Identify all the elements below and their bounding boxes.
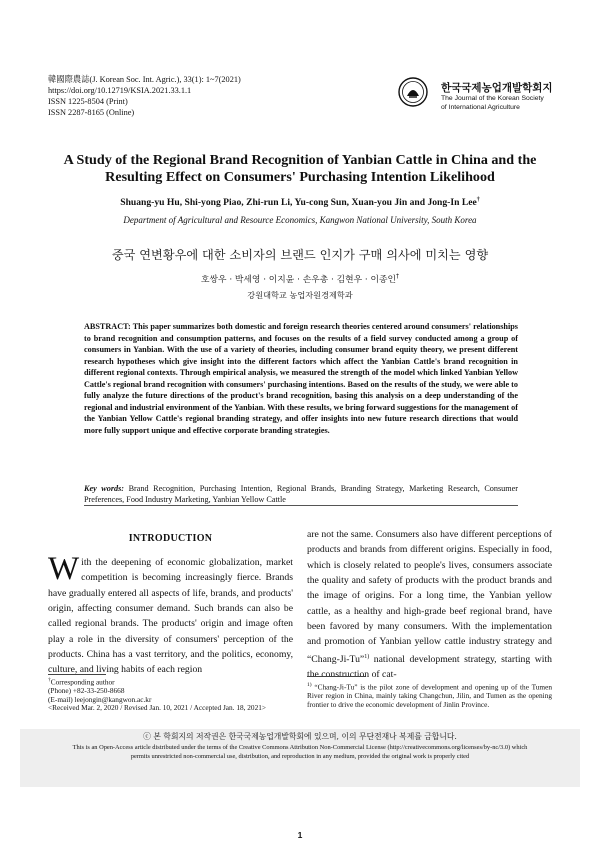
korean-title: 중국 연변황우에 대한 소비자의 브랜드 인지가 구매 의사에 미치는 영향 [111,248,489,262]
intro-left-text: ith the deepening of economic globalization, market competition is becoming increasingly fierce. Brands have gradually entered all aspects of life, brands, and products' origin, affecting consumer demand. Such brands can also be called regional brands. The products' origin and image often play a role in the diversity of consumers' perception of the products. China has a vast territory, and the politics, economy, culture, and living habits of each region [48,557,293,676]
keywords-label: Key words: [84,484,125,493]
society-name-kr: 한국국제농업개발학회지 [441,82,553,94]
journal-citation: 韓國際農誌(J. Korean Soc. Int. Agric.), 33(1): 1~7(2021) [48,75,241,84]
intro-right-column [307,527,552,683]
phone-line: (Phone) +82-33-250-8668 [48,686,125,696]
intro-right-text-1: are not the same. Consumers also have different perceptions of products and brands from different origins. Especially in food, which is closely related to people's lives, consumers associate the quality and safety of products with the product brands and the image of origins. For a long time, the Yanbian yellow cattle, as a healthy and high-grade beef regional brand, have been favored by many consumers. With the implementation and promotion of Yanbian yellow cattle industry strategy and “Chang-Ji-Tu” [307,529,552,665]
keywords-divider [84,505,518,506]
society-name-en-1: The Journal of the Korean Society [441,95,544,102]
society-name-en-2: of International Agriculture [441,104,520,111]
corresponding-author-label: Corresponding author [50,677,115,687]
footnote-rule-left [48,674,106,675]
intro-left-column [48,551,293,678]
footnote-ref-1[interactable]: 1) [364,653,370,660]
korean-corresponding-mark: † [395,273,399,281]
corresponding-footnote-mark: † [48,677,51,683]
copyright-notice-kr: ⓒ 본 학회지의 저작권은 한국국제농업개발학회에 있으며, 이의 무단전재나 복제를 금합니다. [143,732,457,741]
intro-right-text-2: national development strategy, starting with the construction of cat- [307,653,552,681]
corresponding-footnote [48,676,298,713]
footnote-1-text: “Chang-Ji-Tu” is the pilot zone of development and opening up of the Tumen River region in China, mainly taking Changchun, Jilin, and Tumen as the opening frontier to drive the economic development of Jinlin Province. [307,682,552,709]
paper-title-line-2: Resulting Effect on Consumers' Purchasing Intention Likelihood [105,169,495,185]
paper-title-line-1: A Study of the Regional Brand Recognition of Yanbian Cattle in China and the [63,152,537,168]
issn-print: ISSN 1225-8504 (Print) [48,97,128,106]
corresponding-mark: † [476,197,480,203]
abstract [84,321,518,436]
korean-affiliation: 강원대학교 농업자원경제학과 [247,290,353,300]
author-names: Shuang-yu Hu, Shi-yong Piao, Zhi-run Li, Yu-cong Sun, Xuan-you Jin and Jong-In Lee [120,197,477,209]
author-list [30,197,570,208]
abstract-text: This paper summarizes both domestic and foreign research theories centered around consumers' relationships to brand recognition and consumption patterns, and focuses on the results of a field survey conducted among a group of consumers in Yanbian. With the use of a variety of theories, including consumer brand equity theory, we present different research hypotheses which give insight into the different factors which affect the Yanbian Cattle's brand recognition in different regional contexts. Through empirical analysis, we measured the strength of the model which linked Yanbian Yellow Cattle's regional brand recognition with consumers' purchasing intentions. Based on the results of the study, we were able to fully analyze the future directions of the product's brand recognition, basing this analysis on a deep understanding of the regional and industrial environment of the Yanbian. With these results, we bring forward suggestions for the management of the Yanbian Yellow Cattle's regional branding strategy, and offer insights into new future research directions that would more fully support unique and effective corporate branding strategies. [84,322,518,435]
korean-author-list [30,272,570,285]
issn-online: ISSN 2287-8165 (Online) [48,108,135,117]
abstract-label: ABSTRACT: [84,322,131,331]
license-line-2: permits unrestricted non-commercial use, distribution, and reproduction in any medium, provided the original work is properly cited [130,753,470,760]
section-heading-introduction: INTRODUCTION [128,533,213,544]
dates-line: <Received Mar. 2, 2020 / Revised Jan. 10, 2021 / Accepted Jan. 18, 2021> [48,703,266,713]
footnote-rule-right [307,676,365,677]
society-emblem-icon [398,77,428,107]
license-line-1: This is an Open-Access article distributed under the terms of the Creative Commons Attribution Non-Commercial License (http://creativecommons.org/licenses/by-nc/3.0) which [72,744,528,751]
keywords-text: Brand Recognition, Purchasing Intention, Regional Brands, Branding Strategy, Marketing Research, Consumer Preferences, Food Industry Marketing, Yanbian Yellow Cattle [84,484,518,505]
korean-author-names: 호쌍우 · 박세영 · 이지윤 · 손우총 · 김현우 · 이종인 [201,275,396,285]
drop-cap: W [48,551,80,587]
email-line[interactable]: (E-mail) leejongin@kangwon.ac.kr [48,694,152,704]
keywords [84,483,518,506]
footnote-1-mark: 1) [307,682,312,688]
doi-link[interactable]: https://doi.org/10.12719/KSIA.2021.33.1.1 [48,86,192,95]
page-number: 1 [297,830,303,840]
affiliation: Department of Agricultural and Resource Economics, Kangwon National University, South Korea [123,215,477,225]
footnote-1 [307,681,552,710]
